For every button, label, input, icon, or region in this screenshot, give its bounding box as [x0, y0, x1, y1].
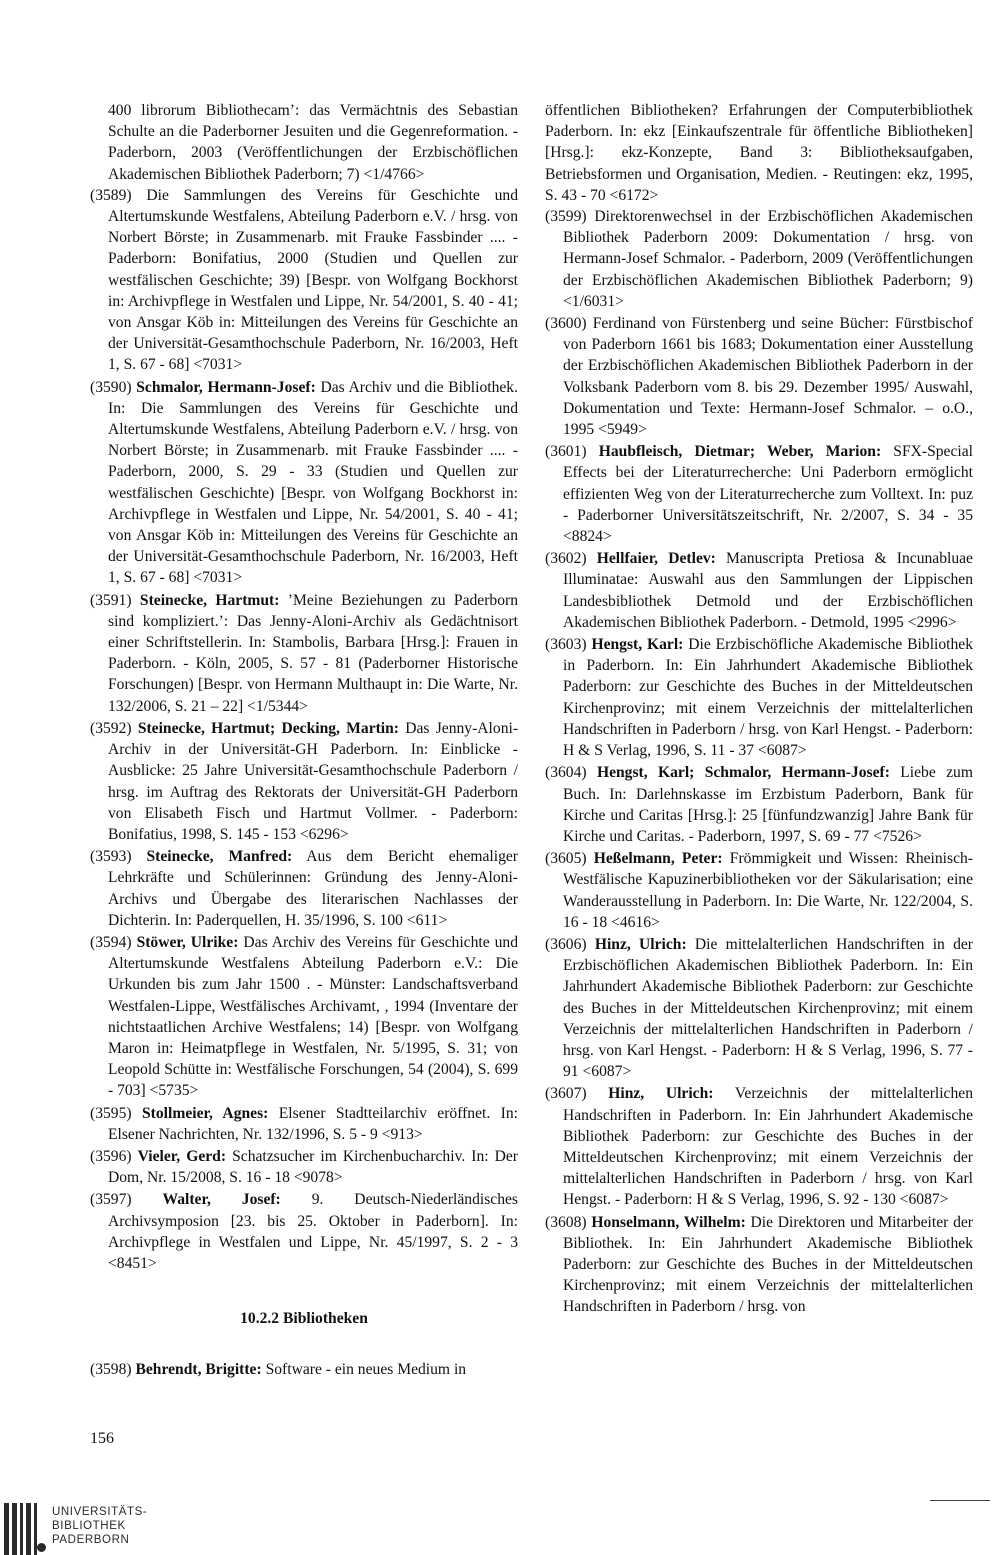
left-entries — [90, 185, 518, 1274]
entry-number: (3604) — [545, 764, 587, 782]
right-column — [545, 100, 973, 1318]
bibliography-entry — [545, 934, 973, 1082]
entry-number: (3601) — [545, 443, 587, 461]
entry-author: Schmalor, Hermann-Josef: — [136, 378, 316, 396]
bibliography-entry — [90, 1103, 518, 1145]
entry-text: SFX-Special Effects bei der Literaturrecherche: Uni Paderborn ermöglicht effizienten Weg von der Literaturrecherche zum Volltext. In: puz - Paderborner Universitätszeitschrift, Nr. 2/2007, S. 34 - 35 <8824> — [563, 443, 973, 546]
entry-text: Das Archiv des Vereins für Geschichte und Altertumskunde Westfalens Abteilung Paderborn e.V.: Die Urkunden bis zum Jahr 1500 . - Münster: Landschaftsverband Westfalen-Lippe, Westfälisches Archivamt, , 1994 (Inventare der nichtstaatlichen Archive Westfalens; 14) [Bespr. von Wolfgang Maron in: Heimatpflege in Westfalen, Nr. 5/1995, S. 31; von Leopold Schütte in: Westfälische Forschungen, 54 (2004), S. 699 - 703] <5735> — [108, 933, 519, 1100]
entry-author: Vieler, Gerd: — [137, 1147, 227, 1165]
entry-author: Hengst, Karl; Schmalor, Hermann-Josef: — [596, 764, 890, 782]
entry-author: Hinz, Ulrich: — [608, 1085, 714, 1103]
entry-text: Verzeichnis der mittelalterlichen Handschriften in Paderborn. In: Ein Jahrhundert Akademische Bibliothek Paderborn: zur Geschichte des Buches in der Mitteldeutschen Kirchenprovinz; mit einem Verzeichnis der mittelalterlichen Handschriften in Paderborn / hrsg. von Karl Hengst. - Paderborn: H & S Verlag, 1996, S. 92 - 130 <6087> — [563, 1085, 973, 1209]
logo-line-3: PADERBORN — [52, 1534, 130, 1546]
bibliography-entry — [545, 1212, 973, 1318]
footer-divider — [930, 1500, 990, 1501]
entry-author: Hellfaier, Detlev: — [596, 550, 716, 568]
library-logo — [0, 1503, 200, 1555]
entry-text: Elsener Stadtteilarchiv eröffnet. In: Elsener Nachrichten, Nr. 132/1996, S. 5 - 9 <913> — [108, 1104, 518, 1143]
entry-text: Manuscripta Pretiosa & Incunabluae Illuminatae: Auswahl aus den Sammlungen der Lippischen Landesbibliothek Detmold und der Erzbischöflichen Akademischen Bibliothek Paderborn. - Detmold, 1995 <2996> — [563, 550, 973, 631]
right-entries — [545, 206, 973, 1318]
logo-text — [52, 1505, 147, 1547]
entry-number: (3607) — [545, 1085, 587, 1103]
entry-number: (3605) — [545, 850, 587, 868]
logo-line-2: BIBLIOTHEK — [52, 1520, 126, 1532]
bibliography-entry — [545, 313, 973, 440]
entry-author: Steinecke, Hartmut: — [139, 591, 280, 609]
entry-author: Honselmann, Wilhelm: — [591, 1213, 746, 1231]
bibliography-entry — [545, 206, 973, 312]
entry-author: Stollmeier, Agnes: — [142, 1104, 269, 1122]
logo-bars-icon — [4, 1503, 37, 1555]
entry-number: (3592) — [90, 719, 132, 737]
entry-number: (3590) — [90, 378, 132, 396]
entry-number: (3603) — [545, 636, 587, 654]
entry-number: (3600) — [545, 315, 587, 333]
bibliography-entry — [545, 441, 973, 547]
bibliography-entry — [545, 634, 973, 761]
entry-number: (3594) — [90, 933, 132, 951]
logo-dot-icon — [37, 1543, 46, 1552]
bibliography-entry — [90, 932, 518, 1102]
left-column — [90, 100, 518, 1381]
entry-number: (3602) — [545, 550, 587, 568]
bibliography-entry — [90, 1189, 518, 1274]
bibliography-entry — [545, 1083, 973, 1210]
entry-number: (3593) — [90, 848, 132, 866]
bibliography-entry — [90, 1359, 518, 1380]
entry-number: (3599) — [545, 208, 587, 226]
entry-text: Direktorenwechsel in der Erzbischöflichen Akademischen Bibliothek Paderborn 2009: Dokumentation / hrsg. von Hermann-Josef Schmalor. - Paderborn, 2009 (Veröffentlichungen der Erzbischöflichen Akademischen Bibliothek Paderborn; 9) <1/6031> — [563, 208, 973, 310]
entry-text: Die Sammlungen des Vereins für Geschichte und Altertumskunde Westfalens, Abteilung Paderborn e.V. / hrsg. von Norbert Börste; in Zusammenarb. mit Frauke Fassbinder .... - Paderborn: Bonifatius, 2000 (Studien und Quellen zur westfälischen Geschichte; 39) [Bespr. von Wolfgang Bockhorst in: Archivpflege in Westfalen und Lippe, Nr. 54/2001, S. 40 - 41; von Ansgar Köb in: Mitteilungen des Vereins für Geschichte an der Universität-Gesamthochschule Paderborn, Nr. 16/2003, Heft 1, S. 67 - 68] <7031> — [108, 186, 518, 374]
bibliography-entry — [90, 377, 518, 589]
entry-author: Heßelmann, Peter: — [593, 850, 723, 868]
entry-number: (3597) — [90, 1191, 132, 1209]
bibliography-entry — [90, 718, 518, 845]
entry-author: Behrendt, Brigitte: — [135, 1361, 262, 1379]
entry-number: (3598) — [90, 1361, 132, 1379]
bibliography-entry — [90, 185, 518, 376]
entry-text: Die Erzbischöfliche Akademische Bibliothek in Paderborn. In: Ein Jahrhundert Akademische Bibliothek Paderborn: zur Geschichte des Buches in der Mitteldeutschen Kirchenprovinz; mit einem Verzeichnis der mittelalterlichen Handschriften in Paderborn / hrsg. von Karl Hengst. - Paderborn: H & S Verlag, 1996, S. 11 - 37 <6087> — [563, 636, 973, 760]
entry-author: Steinecke, Manfred: — [146, 848, 293, 866]
entry-text: Das Jenny-Aloni-Archiv in der Universität-GH Paderborn. In: Einblicke - Ausblicke: 25 Jahre Universität-Gesamthochschule Paderborn / hrsg. im Auftrag des Rektorats der Universität-GH Paderborn von Elisabeth Fisch und Hartmut Vollmer. - Paderborn: Bonifatius, 1998, S. 145 - 153 <6296> — [108, 719, 519, 843]
entry-text: Die mittelalterlichen Handschriften in der Erzbischöflichen Akademischen Bibliothek Paderborn. In: Ein Jahrhundert Akademische Bibliothek Paderborn: zur Geschichte des Buches in der Mitteldeutschen Kirchenprovinz; mit einem Verzeichnis der mittelalterlichen Handschriften in Paderborn / hrsg. von Karl Hengst. - Paderborn: H & S Verlag, 1996, S. 77 - 91 <6087> — [563, 935, 973, 1081]
entry-author: Walter, Josef: — [162, 1191, 281, 1209]
bibliography-entry — [90, 1146, 518, 1188]
entry-text: Liebe zum Buch. In: Darlehnskasse im Erzbistum Paderborn, Bank für Kirche und Caritas [Hrsg.]: 25 [fünfundzwanzig] Jahre Bank für Kirche und Caritas. - Paderborn, 1997, S. 69 - 77 <7526> — [563, 764, 973, 845]
entry-number: (3595) — [90, 1104, 132, 1122]
logo-line-1: UNIVERSITÄTS- — [52, 1506, 148, 1518]
continued-entry-text: 400 librorum Bibliothecam’: das Vermächtnis des Sebastian Schulte an die Paderborner Jesuiten und die Gegenreformation. - Paderborn, 2003 (Veröffentlichungen der Erzbischöflichen Akademischen Bibliothek Paderborn; 7) <1/4766> — [108, 102, 518, 183]
entry-author: Stöwer, Ulrike: — [136, 933, 239, 951]
page-number: 156 — [90, 1430, 114, 1447]
entry-author: Haubfleisch, Dietmar; Weber, Marion: — [598, 443, 882, 461]
entry-text: Ferdinand von Fürstenberg und seine Bücher: Fürstbischof von Paderborn 1661 bis 1683; Dokumentation einer Ausstellung der Erzbischöflichen Akademischen Bibliothek Paderborn in der Volksbank Paderborn vom 8. bis 29. Dezember 1995/ Auswahl, Dokumentation und Texte: Hermann-Josef Schmalor. – o.O., 1995 <5949> — [563, 315, 973, 439]
entry-text: 9. Deutsch-Niederländisches Archivsymposion [23. bis 25. Oktober in Paderborn]. In: Archivpflege in Westfalen und Lippe, Nr. 45/1997, S. 2 - 3 <8451> — [108, 1191, 518, 1272]
entry-author: Hengst, Karl: — [591, 636, 684, 654]
entry-text: Die Direktoren und Mitarbeiter der Bibliothek. In: Ein Jahrhundert Akademische Bibliothek Paderborn: zur Geschichte des Buches in der Mitteldeutschen Kirchenprovinz; mit einem Verzeichnis der mittelalterlichen Handschriften in Paderborn / hrsg. von — [563, 1213, 973, 1316]
bibliography-entry — [90, 590, 518, 717]
entry-number: (3591) — [90, 591, 132, 609]
entry-text: Schatzsucher im Kirchenbucharchiv. In: Der Dom, Nr. 15/2008, S. 16 - 18 <9078> — [108, 1147, 518, 1187]
entry-text: Frömmigkeit und Wissen: Rheinisch-Westfälische Kapuzinerbibliotheken vor der Säkularisation; eine Wanderausstellung in Paderborn. In: Die Warte, Nr. 122/2004, S. 16 - 18 <4616> — [563, 850, 973, 931]
bibliography-entry — [545, 548, 973, 633]
entry-text: Aus dem Bericht ehemaliger Lehrkräfte und Schülerinnen: Gründung des Jenny-Aloni-Archivs und Übergabe des literarischen Nachlasses der Dichterin. In: Paderquellen, H. 35/1996, S. 100 <611> — [108, 848, 518, 929]
bibliography-entry — [545, 762, 973, 847]
entry-author: Hinz, Ulrich: — [594, 935, 687, 953]
continued-entry-text: öffentlichen Bibliotheken? Erfahrungen der Computerbibliothek Paderborn. In: ekz [Einkaufszentrale für öffentliche Bibliotheken] [Hrsg.]: ekz-Konzepte, Band 3: Bibliotheksaufgaben, Betriebsformen und Organisation, Medien. - Reutingen: ekz, 1995, S. 43 - 70 <6172> — [545, 102, 973, 204]
entry-author: Steinecke, Hartmut; Decking, Martin: — [137, 719, 400, 737]
entry-number: (3589) — [90, 186, 132, 204]
entry-text: ’Meine Beziehungen zu Paderborn sind kompliziert.’: Das Jenny-Aloni-Archiv als Gedächtnisort einer Schriftstellerin. In: Stambolis, Barbara [Hrsg.]: Frauen in Paderborn. - Köln, 2005, S. 57 - 81 (Paderborner Historische Forschungen) [Bespr. von Hermann Multhaupt in: Die Warte, Nr. 132/2006, S. 21 – 22] <1/5344> — [108, 591, 518, 715]
entry-text: Das Archiv und die Bibliothek. In: Die Sammlungen des Vereins für Geschichte und Altertumskunde Westfalens, Abteilung Paderborn e.V. / hrsg. von Norbert Börste; in Zusammenarb. mit Frauke Fassbinder .... - Paderborn, 2000, S. 29 - 33 (Studien und Quellen zur westfälischen Geschichte) [Bespr. von Wolfgang Bockhorst in: Archivpflege in Westfalen und Lippe, Nr. 54/2001, S. 40 - 41; von Ansgar Köb in: Mitteilungen des Vereins für Geschichte an der Universität-Gesamthochschule Paderborn, Nr. 16/2003, Heft 1, S. 67 - 68] <7031> — [108, 378, 518, 587]
entry-number: (3608) — [545, 1213, 587, 1231]
bibliography-entry — [90, 846, 518, 931]
bibliography-entry — [545, 848, 973, 933]
entry-number: (3596) — [90, 1147, 132, 1165]
section-heading: 10.2.2 Bibliotheken — [240, 1310, 368, 1328]
entry-text: Software - ein neues Medium in — [265, 1361, 467, 1379]
entry-number: (3606) — [545, 935, 587, 953]
